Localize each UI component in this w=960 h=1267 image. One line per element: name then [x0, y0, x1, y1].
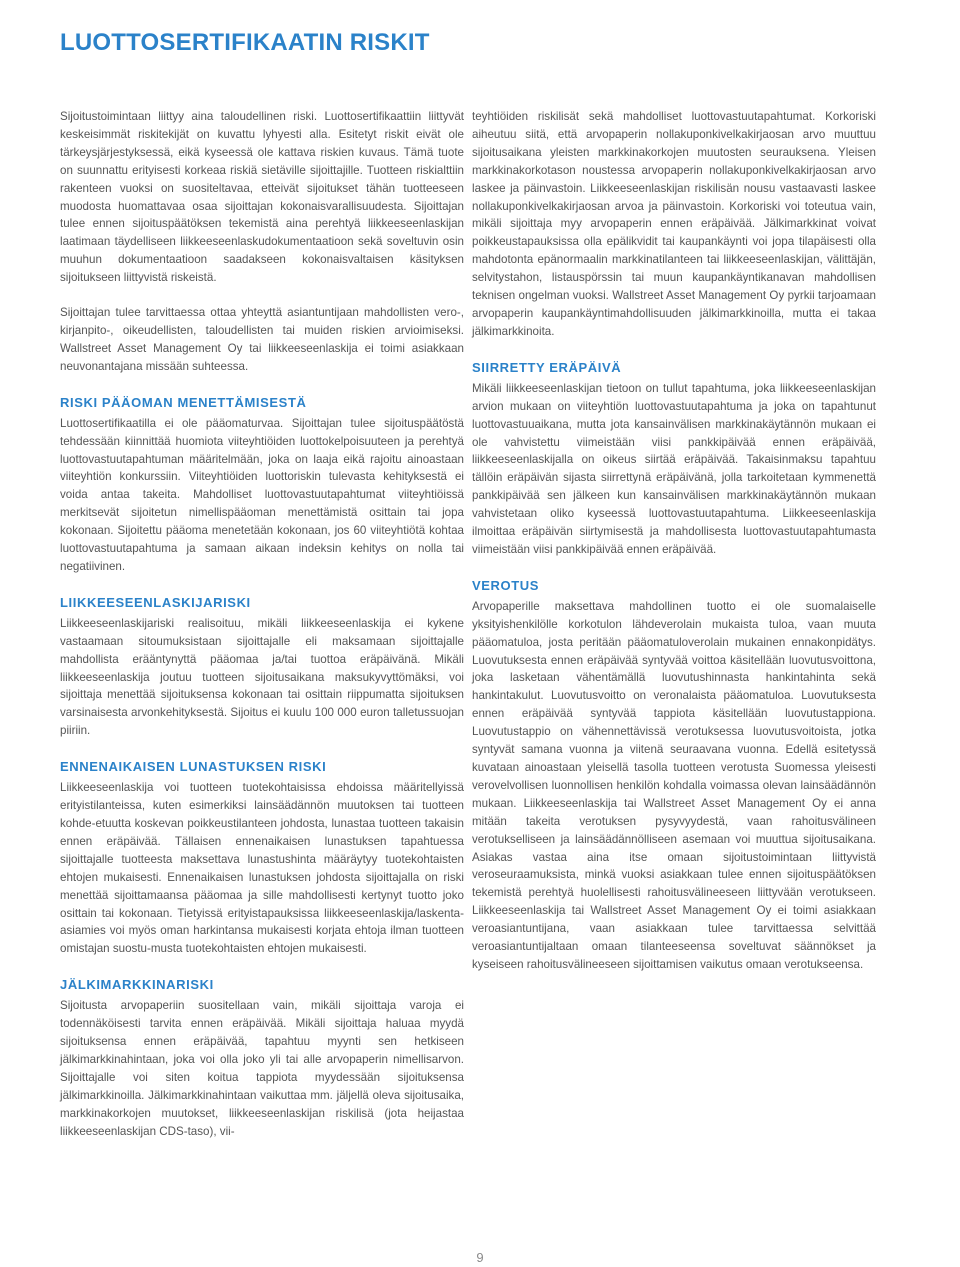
- heading-issuer-risk: LIIKKEESEENLASKIJARISKI: [60, 594, 251, 610]
- text-postponed-maturity: Mikäli liikkeeseenlaskijan tietoon on tullut tapahtuma, joka liikkeeseenlaskijan arvion mukaan on viiteyhtiön luottovastuutapahtuma ja joka on tapahtunut luottovastuuaikana, mutta jota kansainvälisen markkinakäytännön mukaan ei ole vahvistettu viimeistään viisi pankkipäivää ennen eräpäivää, liikkeeseenlaskijalla on oikeus siirtää eräpäivää. Takaisinmaksu tapahtuu tällöin eräpäivän sijasta siirrettynä eräpäivänä, jolla tarkoitetaan kymmenettä pankkipäivää sen jälkeen kun kansainvälisen markkinakäytännön mukaan vahvistetaan oliko kyseessä luottovastuutapahtuma. Liikkeeseenlaskija ilmoittaa eräpäivän siirtymisestä ja mahdollisesta luottovastuutapahtumasta viimeistään viisi pankkipäivää ennen eräpäivää.: [472, 381, 876, 556]
- heading-postponed-maturity: SIIRRETTY ERÄPÄIVÄ: [472, 359, 622, 375]
- text-issuer-risk: Liikkeeseenlaskijariski realisoituu, mikäli liikkeeseenlaskija ei kykene vastaamaan sitoumuksistaan sijoittajalle eli maksamaan sijoittajalle mahdollista erääntynyttä pääomaa ja/tai tuottoa eräpäivänä. Mikäli liikkeeseenlaskija joutuu tuotteen sijoitusaikana maksukyvyttömäksi, voi sijoittaja menettää sijoituksensa kokonaan tai osittain riippumatta sijoituksen varsinaisesta arvonkehityksestä. Sijoitus ei kuulu 100 000 euron talletussuojan piiriin.: [60, 616, 464, 738]
- heading-taxation: VEROTUS: [472, 577, 540, 593]
- heading-secondary-market-risk: JÄLKIMARKKINARISKI: [60, 977, 214, 993]
- page-title: LUOTTOSERTIFIKAATIN RISKIT: [60, 29, 430, 56]
- text-taxation: Arvopaperille maksettava mahdollinen tuotto ei ole suomalaiselle yksityishenkilölle korkotulon lähdeverolain mukaista tuloa, vaan muuta pääomatuloa, josta peritään pääomatuloverolain mukainen ennakonpidätys. Luovutuksesta ennen eräpäivää syntyvää voittoa käsitellään luovutusvoittona, joka lasketaan vähentämällä luovutushinnasta hankintahinta sekä hankintakulut. Luovutusvoitto on veronalaista pääomatuloa. Luovutuksesta ennen eräpäivää syntyvää tappiota käsitellään luovutustappiona. Luovutustappio on vähennettävissä verotuksessa luovutusvoitoista, jotka syntyvät samana vuonna ja viitenä seuraavana vuonna. Edellä esitetyssä kuvataan ainoastaan yleisellä tasolla tuotteen verotusta Suomessa yleisesti verovelvollisen luonnollisen henkilön kohdalla voimassa olevan lainsäädännön mukaan. Liikkeeseenlaskija tai Wallstreet Asset Management Oy ei anna mitään takeita verotuksen pysyvyydestä, vaan rahoitusvälineen verotukselliseen ja lainsäädännölliseen asemaan voi muuttua sijoitusaikana. Asiakas vastaa aina itse omaan sijoitustoimintaan liittyvistä veroseuraamuksista, minkä vuoksi asiakkaan tulee ennen sijoituspäätöksen tekemistä perehtyä huolellisesti rahoitusvälineeseen liittyvään verotukseen. Liikkeeseenlaskija tai Wallstreet Asset Management Oy ei toimi asiakkaan veroasiantuntijana, vaan asiakkaan tulee tarvittaessa selvittää veroasiantuntijaltaan omaan tilanteeseensa soveltuvat säännökset ja kyseiseen rahoitusvälineeseen sijoittamisen vaikutus omaan verotukseensa.: [472, 599, 876, 971]
- text-early-redemption-risk: Liikkeeseenlaskija voi tuotteen tuotekohtaisissa ehdoissa määritellyissä erityistilanteissa, kuten esimerkiksi lainsäädännön muutoksen tai tuotteen kohde-etuutta koskevan poikkeustilanteen johdosta, lunastaa tuotteen takaisin ennen eräpäivää. Tällaisen ennenaikaisen lunastuksen tapahtuessa sijoittajalle tuotteesta maksettava lunastushinta määräytyy tuotekohtaisten ehtojen mukaisesti. Ennenaikaisen lunastuksen johdosta sijoittajalla on riski menettää sijoittamaansa pääomaa ja sille mahdollisesti kertynyt tuotto joko osittain tai kokonaan. Tietyissä erityistapauksissa liikkeeseenlaskija/laskenta-asiamies voi myös oman harkintansa mukaisesti korjata ehtoja ilman tuotteen omistajan suostu-musta tuotekohtaisten ehtojen mukaisesti.: [60, 781, 464, 956]
- text-secondary-market-risk: Sijoitusta arvopaperiin suositellaan vain, mikäli sijoittaja varoja ei todennäköisesti tarvita ennen eräpäivää. Mikäli sijoittaja haluaa myydä sijoituksensa ennen eräpäivää, tapahtuu myynti sen hetkiseen jälkimarkkinahintaan, joka voi olla joko yli tai alle arvopaperin nimellisarvon. Sijoittajalle voi siten koitua tappiota myydessään sijoituksensa jälkimarkkinoilla. Jälkimarkkinahintaan vaikuttaa mm. jäljellä oleva sijoitusaika, markkinakorkojen muutokset, liikkeeseenlaskijan riskilisä (jota heijastaa liikkeeseenlaskijan CDS-taso), vii-: [60, 999, 464, 1138]
- heading-early-redemption-risk: ENNENAIKAISEN LUNASTUKSEN RISKI: [60, 759, 327, 775]
- paragraph-gap: [60, 287, 464, 304]
- heading-capital-loss-risk: RISKI PÄÄOMAN MENETTÄMISESTÄ: [60, 394, 307, 410]
- page-number: 9: [476, 1250, 484, 1265]
- right-column: [472, 108, 876, 974]
- intro-paragraph-1: Sijoitustoimintaan liittyy aina taloudellinen riski. Luottosertifikaattiin liittyvät keskeisimmät riskitekijät on kuvattu lyhyesti alla. Esitetyt riskit eivät ole tärkeysjärjestyksessä, eikä kyseessä ole kattava riskien kuvaus. Tämä tuote on suunnattu erityisesti korkeaa riskiä sietäville sijoittajille. Tuotteen riskialttiin rakenteen vuoksi on suositeltavaa, etteivät sijoitukset tähän tuotteeseen muodosta huomattavaa osaa sijoittajan kokonaisvarallisuudesta. Sijoittajan tulee ennen sijoituspäätöksen tekemistä aina perehtyä liikkeeseenlaskijan laatimaan täydelliseen liikkeeseenlaskudokumentaatioon sekä soveltuvin osin muuhun dokumentaatioon saadakseen kokonaisvaltaisen käsityksen sijoitukseen liittyvistä riskeistä.: [60, 110, 464, 285]
- text-capital-loss-risk: Luottosertifikaatilla ei ole pääomaturvaa. Sijoittajan tulee sijoituspäätöstä tehdessään kiinnittää huomiota viiteyhtiöiden luottokelpoisuuteen ja perehtyä luottovastuutapahtuman määritelmään, joka on laaja eikä rajoitu ainoastaan viiteyhtiön konkurssiin. Viiteyhtiöiden luottoriskin tulevasta kehityksestä ei voida antaa takeita. Mahdolliset luottovastuutapahtumat viiteyhtiöissä merkitsevät sijoitetun nimellispääoman menettämistä osittain tai jopa kokonaan. Sijoitettu pääoma menetetään kokonaan, jos 60 viiteyhtiötä kohtaa luottovastuutapahtuma ja samaan aikaan indeksin kehitys on nolla tai negatiivinen.: [60, 416, 464, 573]
- left-column: [60, 108, 464, 1141]
- text-secondary-market-continued: teyhtiöiden riskilisät sekä mahdolliset luottovastuutapahtumat. Korkoriski aiheutuu siitä, että arvopaperin nollakuponkivelkakirjaosan arvo muuttuu sijoitusaikana yleisten markkinakorkojen muutosten seurauksena. Yleisen markkinakorkotason noustessa arvopaperin nollakuponkivelkakirjaosan arvo laskee ja päinvastoin. Liikkeeseenlaskijan riskilisän nousu vastaavasti laskee nollakuponkivelkakirjaosan arvoa ja päinvastoin. Korkoriski voi toteutua vain, mikäli sijoittaja myy arvopaperin ennen eräpäivää. Jälkimarkkinat voivat poikkeustapauksissa olla epälikvidit tai kaupankäynti voi jopa tilapäisesti olla mahdotonta epänormaalin markkinatilanteen tai liikkeeseenlaskijan, välittäjän, selvitystahon, listauspörssin tai muun kaupankäyntikanavan mahdollisen teknisen ongelman vuoksi. Wallstreet Asset Management Oy pyrkii tarjoamaan arvopaperin kaupankäyntimahdollisuuden jälkimarkkinoilla, mutta ei takaa jälkimarkkinoita.: [472, 110, 876, 338]
- intro-paragraph-2: Sijoittajan tulee tarvittaessa ottaa yhteyttä asiantuntijaan mahdollisten vero-, kirjanpito-, oikeudellisten, taloudellisten tai muiden riskien arvioimiseksi. Wallstreet Asset Management Oy tai liikkeeseenlaskija ei toimi asiakkaan neuvonantajana missään suhteessa.: [60, 306, 464, 373]
